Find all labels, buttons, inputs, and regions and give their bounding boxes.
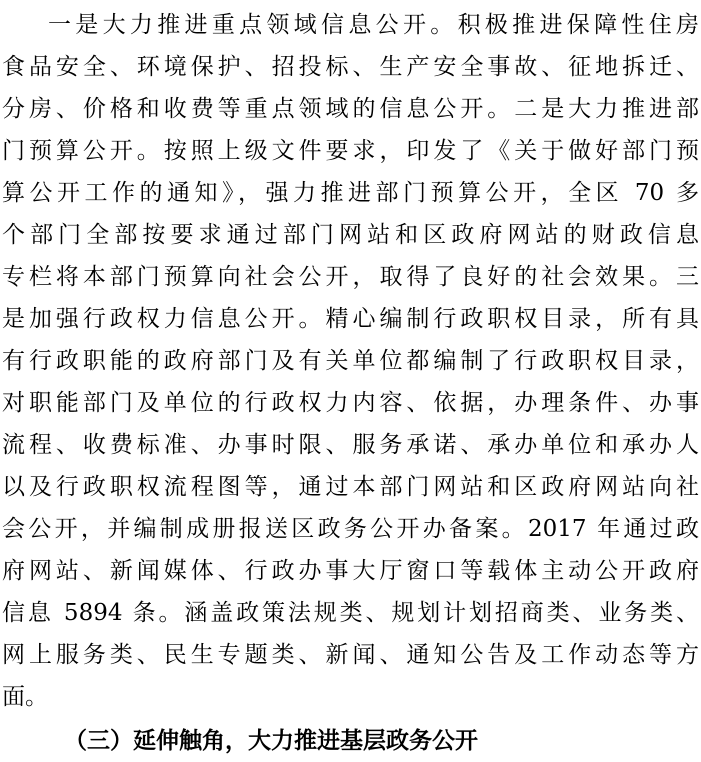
paragraph-line-5: 算公开工作的通知》，强力推进部门预算公开，全区 70 多 [2, 180, 699, 206]
paragraph-line-9: 有行政职能的政府部门及有关单位都编制了行政职权目录， [2, 348, 699, 374]
paragraph-line-4: 门预算公开。按照上级文件要求，印发了《关于做好部门预 [2, 138, 699, 164]
paragraph-line-11: 流程、收费标准、办事时限、服务承诺、承办单位和承办人 [2, 432, 699, 458]
paragraph-line-7: 专栏将本部门预算向社会公开，取得了良好的社会效果。三 [2, 264, 699, 290]
paragraph-line-14: 府网站、新闻媒体、行政办事大厅窗口等载体主动公开政府 [2, 558, 699, 584]
section-heading: （三）延伸触角，大力推进基层政务公开 [64, 728, 478, 754]
paragraph-line-10: 对职能部门及单位的行政权力内容、依据，办理条件、办事 [2, 390, 699, 416]
paragraph-line-1: 一是大力推进重点领域信息公开。积极推进保障性住房 [48, 12, 699, 38]
paragraph-line-8: 是加强行政权力信息公开。精心编制行政职权目录，所有具 [2, 306, 699, 332]
paragraph-line-6: 个部门全部按要求通过部门网站和区政府网站的财政信息 [2, 222, 699, 248]
paragraph-line-2: 食品安全、环境保护、招投标、生产安全事故、征地拆迁、 [2, 54, 699, 80]
paragraph-line-13: 会公开，并编制成册报送区政务公开办备案。2017 年通过政 [2, 516, 699, 542]
paragraph-line-12: 以及行政职权流程图等，通过本部门网站和区政府网站向社 [2, 474, 699, 500]
body-paragraph [2, 4, 701, 718]
paragraph-line-16: 网上服务类、民生专题类、新闻、通知公告及工作动态等方 [2, 642, 699, 668]
paragraph-line-3: 分房、价格和收费等重点领域的信息公开。二是大力推进部 [2, 96, 699, 122]
paragraph-line-15: 信息 5894 条。涵盖政策法规类、规划计划招商类、业务类、 [2, 600, 699, 626]
paragraph-line-17: 面。 [2, 684, 48, 710]
